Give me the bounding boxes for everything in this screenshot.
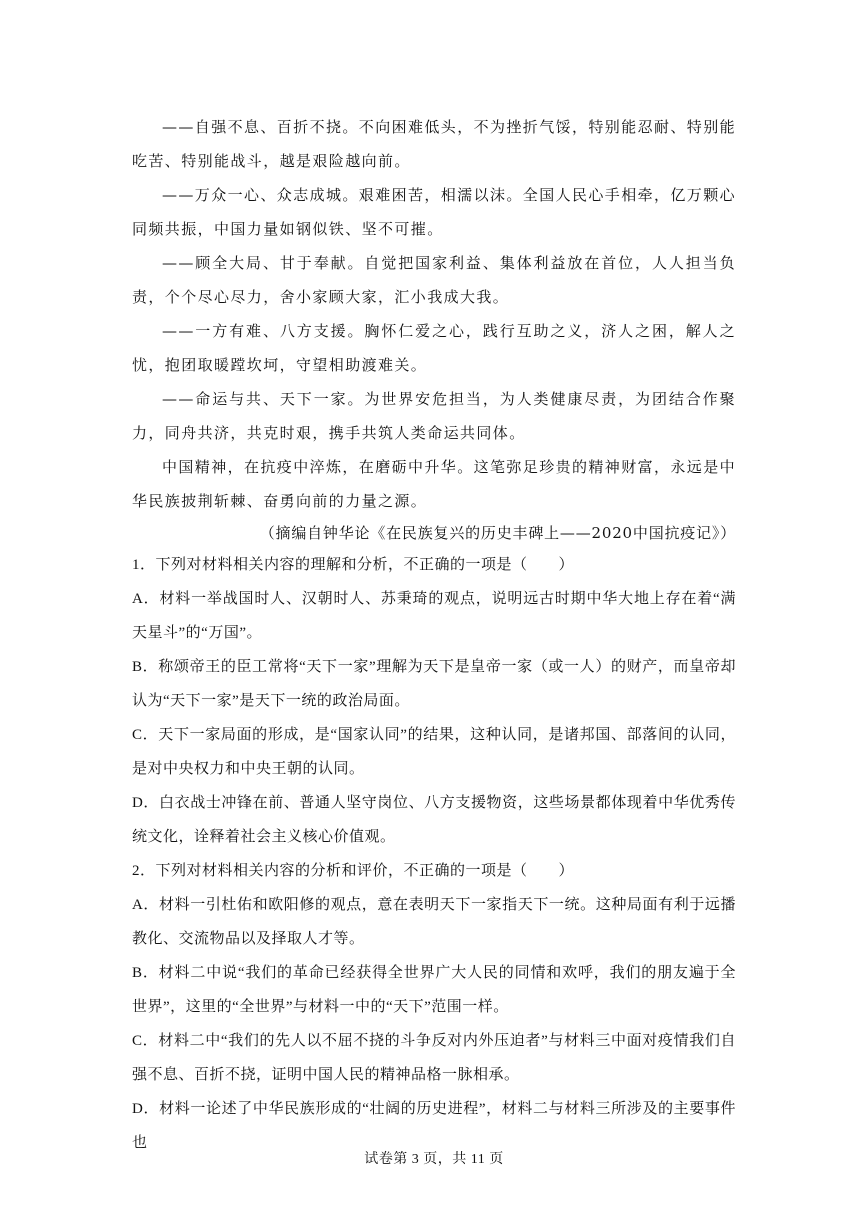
question-1-option-d: D．白衣战士冲锋在前、普通人坚守岗位、八方支援物资，这些场景都体现着中华优秀传统文化，诠释着社会主义核心价值观。 (132, 795, 736, 845)
question-2-option-a: A．材料一引杜佑和欧阳修的观点，意在表明天下一家指天下一统。这种局面有利于远播教化、交流物品以及择取人才等。 (132, 897, 736, 947)
question-2-stem: 2．下列对材料相关内容的分析和评价，不正确的一项是（ ） (132, 863, 575, 879)
question-2-option-d: D．材料一论述了中华民族形成的“壮阔的历史进程”，材料二与材料三所涉及的主要事件也 (132, 1101, 736, 1151)
question-2-option-b: B．材料二中说“我们的革命已经获得全世界广大人民的同情和欢呼，我们的朋友遍于全世界”，这里的“全世界”与材料一中的“天下”范围一样。 (132, 965, 736, 1015)
question-1-stem: 1．下列对材料相关内容的理解和分析，不正确的一项是（ ） (132, 557, 575, 573)
question-2-option-c: C．材料二中“我们的先人以不屈不挠的斗争反对内外压迫者”与材料三中面对疫情我们自强不息、百折不挠，证明中国人民的精神品格一脉相承。 (132, 1033, 736, 1083)
question-1-option-a: A．材料一举战国时人、汉朝时人、苏秉琦的观点，说明远古时期中华大地上存在着“满天星斗”的“万国”。 (132, 591, 736, 641)
passage-paragraph-6: 中国精神，在抗疫中淬炼，在磨砺中升华。这笔弥足珍贵的精神财富，永远是中华民族披荆斩棘、奋勇向前的力量之源。 (132, 458, 737, 510)
question-1-option-c: C．天下一家局面的形成，是“国家认同”的结果，这种认同，是诸邦国、部落间的认同，是对中央权力和中央王朝的认同。 (132, 727, 736, 777)
passage-paragraph-2: ——万众一心、众志成城。艰难困苦，相濡以沫。全国人民心手相牵，亿万颗心同频共振，中国力量如钢似铁、坚不可摧。 (132, 186, 737, 238)
passage-paragraph-4: ——一方有难、八方支援。胸怀仁爱之心，践行互助之义，济人之困，解人之忧，抱团取暖蹚坎坷，守望相助渡难关。 (132, 322, 736, 374)
passage-paragraph-1: ——自强不息、百折不挠。不向困难低头，不为挫折气馁，特别能忍耐、特别能吃苦、特别能战斗，越是艰险越向前。 (132, 118, 737, 170)
question-1-option-b: B．称颂帝王的臣工常将“天下一家”理解为天下是皇帝一家（或一人）的财产，而皇帝却认为“天下一家”是天下一统的政治局面。 (132, 659, 736, 709)
page-number-footer: 试卷第 3 页，共 11 页 (364, 1152, 504, 1167)
passage-paragraph-3: ——顾全大局、甘于奉献。自觉把国家利益、集体利益放在首位，人人担当负责，个个尽心尽力，舍小家顾大家，汇小我成大我。 (132, 254, 736, 306)
passage-paragraph-5: ——命运与共、天下一家。为世界安危担当，为人类健康尽责，为团结合作聚力，同舟共济，共克时艰，携手共筑人类命运共同体。 (132, 390, 736, 442)
passage-source: （摘编自钟华论《在民族复兴的历史丰碑上——2020中国抗疫记》） (259, 524, 736, 542)
